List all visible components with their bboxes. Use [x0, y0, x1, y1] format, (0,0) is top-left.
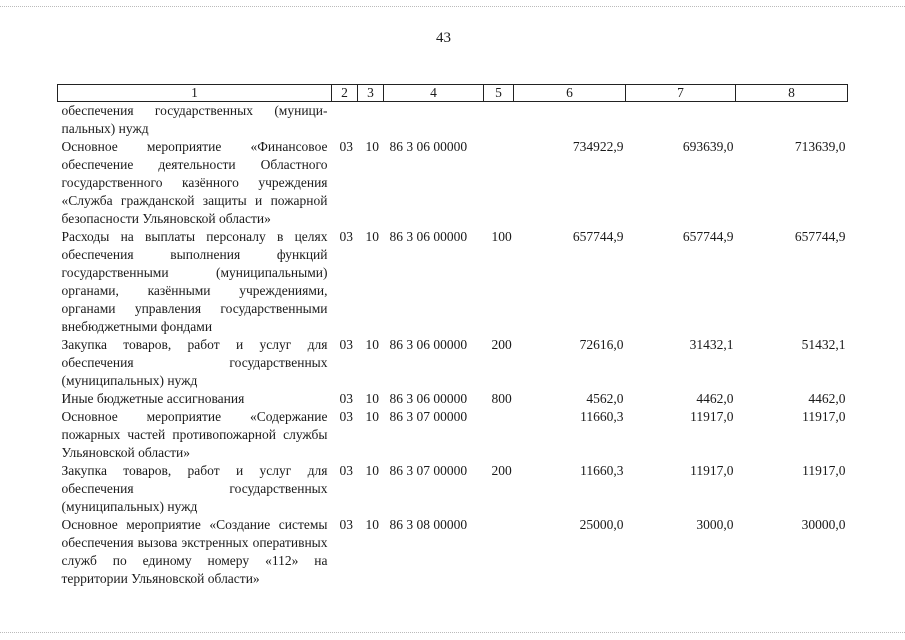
- header-cell: 6: [514, 85, 626, 102]
- table-row: [58, 336, 848, 390]
- row-subsection: 10: [365, 337, 379, 352]
- row-value-8: 11917,0: [802, 409, 846, 424]
- row-name: обеспечения государственных (муници-пальных) нужд: [61, 103, 328, 136]
- row-name: Основное мероприятие «Финансовое обеспечение деятельности Областного государственного казённого учреждения «Служба гражданской защиты и пожарной безопасности Ульяновской области»: [61, 139, 328, 226]
- row-value-6: [514, 102, 626, 139]
- row-target-code: 86 3 06 00000: [389, 337, 468, 352]
- row-section: 03: [339, 517, 353, 532]
- row-section: 03: [339, 409, 353, 424]
- row-target-code: 86 3 06 00000: [389, 391, 468, 406]
- row-target-code: 86 3 06 00000: [389, 229, 468, 244]
- row-value-7: 693639,0: [682, 139, 734, 154]
- row-subsection: 10: [365, 463, 379, 478]
- table-row: [58, 462, 848, 516]
- table-row: [58, 102, 848, 139]
- table-row: [58, 516, 848, 588]
- row-target-code: 86 3 07 00000: [389, 463, 468, 478]
- row-subsection: 10: [365, 229, 379, 244]
- row-expense-type: 200: [491, 337, 512, 352]
- row-section: 03: [339, 463, 353, 478]
- row-value-7: 657744,9: [682, 229, 734, 244]
- table-row: [58, 228, 848, 336]
- table-row: [58, 408, 848, 462]
- header-row: [58, 85, 848, 102]
- row-target-code: 86 3 07 00000: [389, 409, 468, 424]
- row-target-code: 86 3 06 00000: [389, 139, 468, 154]
- header-cell: 4: [384, 85, 484, 102]
- row-expense-type: 800: [491, 391, 512, 406]
- row-expense-type: 200: [491, 463, 512, 478]
- row-value-6: 11660,3: [580, 463, 624, 478]
- row-value-6: 657744,9: [572, 229, 624, 244]
- row-value-6: 734922,9: [572, 139, 624, 154]
- header-cell: 5: [484, 85, 514, 102]
- row-section: [332, 102, 358, 139]
- row-value-8: 51432,1: [801, 337, 846, 352]
- header-cell: 2: [332, 85, 358, 102]
- table-row: [58, 138, 848, 228]
- row-expense-type: [484, 102, 514, 139]
- row-value-6: 72616,0: [579, 337, 624, 352]
- row-section: 03: [339, 229, 353, 244]
- row-name: Иные бюджетные ассигнования: [61, 391, 245, 406]
- scan-top-edge: [0, 6, 905, 9]
- row-section: 03: [339, 139, 353, 154]
- row-value-8: 657744,9: [794, 229, 846, 244]
- row-value-7: 31432,1: [689, 337, 734, 352]
- row-name: Основное мероприятие «Создание системы обеспечения вызова экстренных оперативных служб по единому номеру «112» на территории Ульяновской области»: [61, 517, 328, 586]
- header-cell: 8: [736, 85, 848, 102]
- page-number: 43: [436, 30, 451, 46]
- row-value-7: 4462,0: [696, 391, 734, 406]
- row-name: Основное мероприятие «Содержание пожарных частей противопожарной службы Ульяновской области»: [61, 409, 328, 460]
- row-name: Закупка товаров, работ и услуг для обеспечения государственных (муниципальных) нужд: [61, 337, 328, 388]
- row-subsection: 10: [365, 517, 379, 532]
- row-subsection: [358, 102, 384, 139]
- row-value-8: 713639,0: [794, 139, 846, 154]
- row-section: 03: [339, 337, 353, 352]
- row-value-7: 11917,0: [690, 409, 734, 424]
- row-value-6: 4562,0: [586, 391, 624, 406]
- row-expense-type: [484, 516, 514, 588]
- row-expense-type: [484, 408, 514, 462]
- row-subsection: 10: [365, 139, 379, 154]
- row-name: Закупка товаров, работ и услуг для обеспечения государственных (муниципальных) нужд: [61, 463, 328, 514]
- row-subsection: 10: [365, 391, 379, 406]
- row-section: 03: [339, 391, 353, 406]
- row-subsection: 10: [365, 409, 379, 424]
- row-value-8: [736, 102, 848, 139]
- table-row: [58, 390, 848, 408]
- row-value-8: 30000,0: [801, 517, 846, 532]
- budget-table: [57, 84, 848, 588]
- row-target-code: 86 3 08 00000: [389, 517, 468, 532]
- header-cell: 1: [58, 85, 332, 102]
- row-value-8: 4462,0: [808, 391, 846, 406]
- header-cell: 7: [626, 85, 736, 102]
- row-value-6: 25000,0: [579, 517, 624, 532]
- row-value-7: 3000,0: [696, 517, 734, 532]
- row-target-code: [384, 102, 484, 139]
- row-value-6: 11660,3: [580, 409, 624, 424]
- scan-bottom-edge: [0, 632, 905, 635]
- row-expense-type: 100: [491, 229, 512, 244]
- row-expense-type: [484, 138, 514, 228]
- row-value-8: 11917,0: [802, 463, 846, 478]
- header-cell: 3: [358, 85, 384, 102]
- row-value-7: 11917,0: [690, 463, 734, 478]
- row-value-7: [626, 102, 736, 139]
- row-name: Расходы на выплаты персоналу в целях обеспечения выполнения функций государственными (муниципальными) органами, казёнными учреждениями, органами управления государственными внебюджетными фондами: [61, 229, 328, 334]
